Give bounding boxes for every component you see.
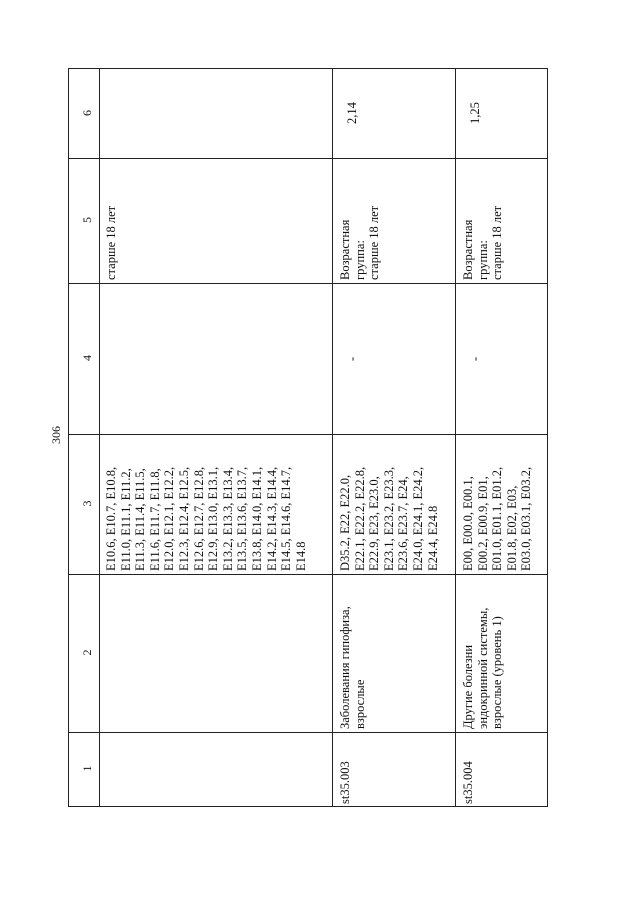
header-col-3: 3 — [80, 500, 94, 507]
row-2-coefficient: 2,14 — [345, 102, 359, 124]
row-2-name: Заболевания гипофиза, взрослые — [338, 606, 367, 729]
row-2-code: st35.003 — [338, 761, 352, 804]
row-2-icd-codes: D35.2, E22, E22.0, E22.1, E22.2, E22.8, E22.9, E23, E23.0, E23.1, E23.2, E23.3, E23.6, E23.7, E24, E24.0, E24.1, E24.2, E24.4, E24.8 — [338, 466, 440, 571]
row-3-code: st35.004 — [461, 761, 475, 804]
page-number: 306 — [49, 426, 63, 444]
row-3-icd-codes: E00, E00.0, E00.1, E00.2, E00.9, E01, E01.0, E01.1, E01.2, E01.8, E02, E03, E03.0, E03.1, E03.2, — [461, 466, 534, 571]
column-divider — [69, 158, 547, 159]
row-divider — [455, 69, 456, 806]
row-3-criteria: Возрастная группа: старше 18 лет — [461, 205, 505, 280]
header-col-2: 2 — [80, 649, 94, 656]
row-2-col4: - — [345, 356, 359, 362]
row-3-name: Другие болезни эндокринной системы, взрослые (уровень 1) — [461, 607, 505, 729]
header-col-6: 6 — [80, 110, 94, 116]
header-col-4: 4 — [80, 355, 94, 361]
row-1-criteria: старше 18 лет — [104, 205, 118, 280]
table — [68, 68, 548, 807]
row-2-criteria: Возрастная группа: старше 18 лет — [338, 205, 382, 280]
row-3-col4: - — [468, 356, 482, 362]
row-1-icd-codes: E10.6, E10.7, E10.8, E11.0, E11.1, E11.2, E11.3, E11.4, E11.5, E11.6, E11.7, E11.8, E12.0, E12.1, E12.2, E12.3, E12.4, E12.5, E12.6, E12.7, E12.8, E12.9, E13.0, E13.1, E13.2, E13.3, E13.4, E13.5, E13.6, E13.7, E13.8, E14.0, E14.1, E14.2, E14.3, E14.4, E14.5, E14.6, E14.7, E14.8 — [104, 466, 308, 571]
header-col-1: 1 — [80, 765, 94, 772]
header-row-divider — [99, 69, 100, 806]
row-divider — [332, 69, 333, 806]
row-3-coefficient: 1,25 — [468, 102, 482, 124]
header-col-5: 5 — [80, 217, 94, 223]
